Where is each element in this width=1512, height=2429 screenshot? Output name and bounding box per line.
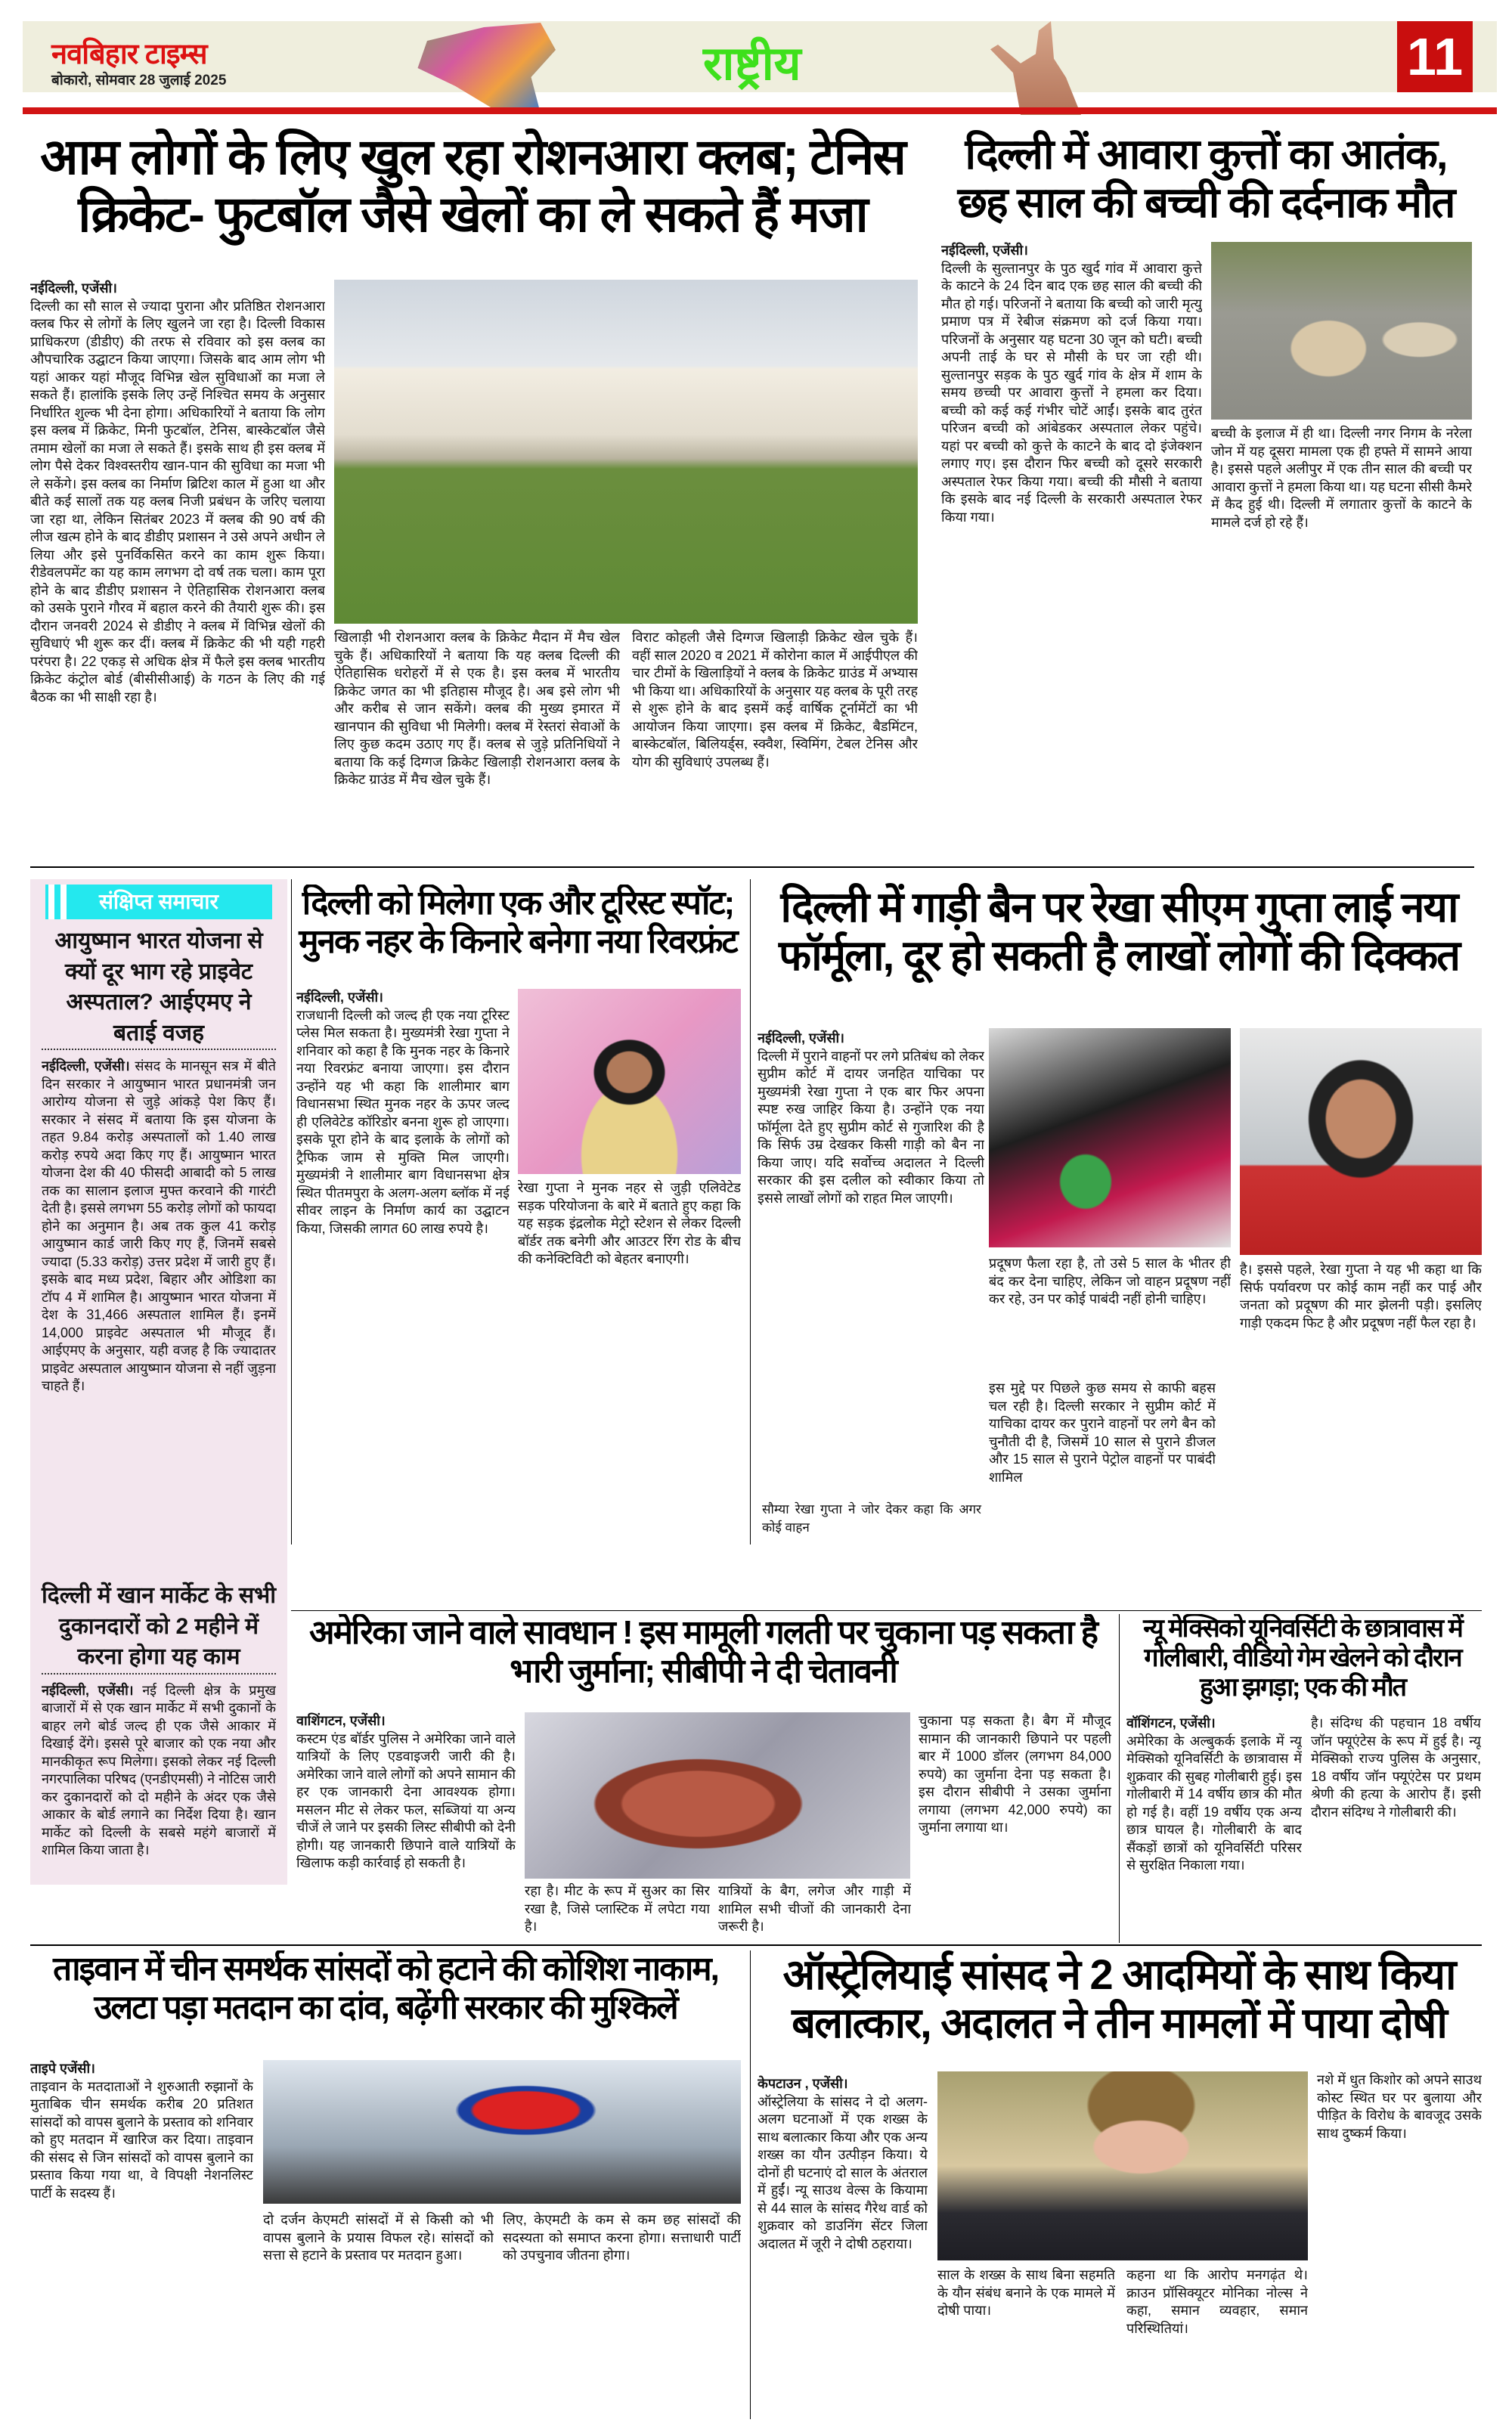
column-divider bbox=[750, 1950, 751, 2419]
article-text: ताइवान के मतदाताओं ने शुरुआती रुझानों के मुताबिक चीन समर्थक करीब 20 प्रतिशत सांसदों को वापस बुलाने के प्रस्ताव को शनिवार को हुए मतदान में खारिज कर दिया। ताइवान की संसद से जिन सांसदों को वापस बुलाने का प्रस्ताव किया गया था, वे विपक्षी नेशनलिस्ट पार्टी के सदस्य हैं। bbox=[30, 2078, 253, 2201]
article-text: संसद के मानसून सत्र में बीते दिन सरकार ने आयुष्मान भारत प्रधानमंत्री जन आरोग्य योजना से जुड़े आंकड़े पेश किए हैं। सरकार ने संसद में बताया कि इस योजना के तहत 9.84 करोड़ अस्पतालों को 1.40 लाख करोड़ रुपये अदा किए गए हैं। आयुष्मान भारत योजना देश की 40 फीसदी आबादी को 5 लाख तक का सालान इलाज मुफ्त करवाने की गारंटी देती है। इससे लगभग 55 करोड़ लोगों को फायदा होने का अनुमान है। अब तक कुल 41 करोड़ आयुष्मान कार्ड जारी किए गए हैं, जिनमें सबसे ज्यादा (5.33 करोड़) उत्तर प्रदेश में जारी हुए हैं। इसके बाद मध्य प्रदेश, बिहार और ओडिशा का टॉप 4 में शामिल है। आयुष्मान भारत योजना में देश के 31,466 अस्पताल शामिल हैं। इनमें 14,000 प्राइवेट अस्पताल भी मौजूद हैं। आईएमए के अनुसार, यही वजह है कि ज्यादातर प्राइवेट अस्पताल आयुष्मान योजना से नहीं जुड़ना चाहते हैं। bbox=[42, 1058, 276, 1393]
article-text: अमेरिका के अल्बुकर्क इलाके में न्यू मेक्सिको यूनिवर्सिटी के छात्रावास में शुक्रवार की सुबह गोलीबारी हुई। इस गोलीबारी में 14 वर्षीय छात्र की मौत हो गई है। वहीं 19 वर्षीय एक अन्य छात्र घायल है। गोलीबारी के बाद सैंकड़ों छात्रों को यूनिवर्सिटी परिसर से सुरक्षित निकाला गया। bbox=[1126, 1733, 1302, 1873]
article-text: नई दिल्ली क्षेत्र के प्रमुख बाजारों में से एक खान मार्केट में सभी दुकानों के बाहर लगे बोर्ड जल्द ही एक जैसे आकार में दिखाई देंगे। इससे पूरे बाजार को एक नया और मानकीकृत रूप मिलेगा। इसको लेकर नई दिल्ली नगरपालिका परिषद (एनडीएमसी) ने नोटिस जारी कर दुकानदारों को दो महीने के अंदर एक जैसे आकार के बोर्ड लगाने का निर्देश दिया है। खान मार्केट को दिल्ली के सबसे महंगे बाजारों में शामिल किया जाता है। bbox=[42, 1682, 276, 1857]
fuel-nozzle-photo bbox=[989, 1028, 1231, 1247]
article-text: है। संदिग्ध की पहचान 18 वर्षीय जॉन फ्यूएंटेस के रूप में हुई है। न्यू मेक्सिको राज्य पुलिस के अनुसार, 18 वर्षीय जॉन फ्यूएंटेस पर प्रथम श्रेणी की हत्या के आरोप हैं। इसी दौरान संदिग्ध ने गोलीबारी की। bbox=[1311, 1715, 1481, 1820]
headline-khan-market: दिल्ली में खान मार्केट के सभी दुकानदारों को 2 महीने में करना होगा यह काम bbox=[42, 1581, 276, 1675]
column-divider bbox=[1119, 1614, 1120, 1943]
section-title: राष्ट्रीय bbox=[703, 38, 801, 90]
dateline: वॉशिंगटन, एजेंसी। bbox=[1126, 1715, 1216, 1730]
section-divider bbox=[30, 1944, 1482, 1946]
dateline: नईदिल्ली, एजेंसी। bbox=[758, 1030, 844, 1046]
news-brief-header: संक्षिप्त समाचार bbox=[45, 885, 272, 919]
section-divider bbox=[30, 866, 1474, 868]
article-text: चुकाना पड़ सकता है। बैग में मौजूद सामान की जानकारी छिपाने पर पहली बार में 1000 डॉलर (लगभग 84,000 रुपये) का जुर्माना देना पड़ सकता है। इस दौरान सीबीपी ने उसका जुर्माना लगाया (लगभग 42,000 रुपये) का जुर्माना लगाया था। bbox=[919, 1713, 1111, 1835]
headline-vehicle-ban: दिल्ली में गाड़ी बैन पर रेखा सीएम गुप्ता लाई नया फॉर्मूला, दूर हो सकती है लाखों लोगों की दिक्कत bbox=[778, 883, 1460, 980]
article-text: इस मुद्दे पर पिछले कुछ समय से काफी बहस चल रही है। दिल्ली सरकार ने सुप्रीम कोर्ट में याचिका दायर कर पुराने वाहनों पर लगे बैन को चुनौती दी है, जिसमें 10 साल से पुराने डीजल और 15 साल से पुराने पेट्रोल वाहनों पर पाबंदी शामिल bbox=[989, 1380, 1216, 1485]
article-text: राजधानी दिल्ली को जल्द ही एक नया टूरिस्ट प्लेस मिल सकता है। मुख्यमंत्री रेखा गुप्ता ने शनिवार को कहा है कि मुनक नहर के किनारे नया रिवरफ्रंट बनाया जाएगा। इस दौरान उन्होंने यह भी कहा कि शालीमार बाग विधानसभा स्थित मुनक नहर के ऊपर जल्द ही एलिवेटेड कॉरिडोर बनना शुरू हो जाएगा। इसके पूरा होने के बाद इलाके के लोगों को ट्रैफिक जाम से मुक्ति मिल जाएगी। मुख्यमंत्री ने शालीमार बाग विधानसभा क्षेत्र स्थित पीतमपुरा के अलग-अलग ब्लॉक में नई सीवर लाइन के निर्माण कार्य का उद्घाटन किया, जिसकी लागत 60 लाख रुपये है। bbox=[296, 1007, 510, 1236]
headline-riverfront: दिल्ली को मिलेगा एक और टूरिस्ट स्पॉट; मुनक नहर के किनारे बनेगा नया रिवरफ्रंट bbox=[299, 885, 737, 960]
news-brief-list bbox=[42, 926, 276, 1879]
article-text: दिल्ली में पुराने वाहनों पर लगे प्रतिबंध को लेकर सुप्रीम कोर्ट में दायर जनहित याचिका पर मुख्यमंत्री रेखा गुप्ता ने एक बार फिर अपना स्पष्ट रुख जाहिर किया है। उन्होंने एक नया फॉर्मूला देते हुए सुप्रीम कोर्ट से गुजारिश की है कि सिर्फ उम्र देखकर किसी गाड़ी को बैन ना किया जाए। यदि सर्वोच्च अदालत ने दिल्ली सरकार की इस दलील को स्वीकार किया तो इससे लाखों लोगों को राहत मिल जाएगी। bbox=[758, 1048, 984, 1206]
column-divider bbox=[291, 879, 292, 1544]
article-text: है। इससे पहले, रेखा गुप्ता ने यह भी कहा था कि सिर्फ पर्यावरण पर कोई काम नहीं कर पाई और जनता को प्रदूषण की मार झेलनी पड़ी। इसलिए गाड़ी एकदम फिट है और प्रदूषण नहीं फैल रहा है। bbox=[1240, 1262, 1482, 1331]
headline-cbp-warning: अमेरिका जाने वाले सावधान ! इस मामूली गलती पर चुकाना पड़ सकता है भारी जुर्माना; सीबीपी ने दी चेतावनी bbox=[308, 1614, 1097, 1690]
article-body-america bbox=[296, 1712, 516, 1939]
article-text: कहना था कि आरोप मनगढ़ंत थे। क्राउन प्रॉसिक्यूटर मोनिका नोल्स ने कहा, समान व्यवहार, समान परिस्थितियां। bbox=[1126, 2267, 1308, 2336]
dateline: नईदिल्ली, एजेंसी। bbox=[941, 243, 1028, 258]
article-text: लिए, केएमटी के कम से कम छह सांसदों की सदस्यता को समाप्त करना होगा। सत्ताधारी पार्टी को उपचुनाव जीतना होगा। bbox=[503, 2212, 741, 2263]
article-text: कस्टम एंड बॉर्डर पुलिस ने अमेरिका जाने वाले यात्रियों के लिए एडवाइजरी जारी की है। अमेरिका जाने वाले लोगों को अपने सामान की हर एक जानकारी देना आवश्यक होगा। मसलन मीट से लेकर फल, सब्जियां या अन्य चीजें ले जाने पर इसकी लिस्ट सीबीपी को देनी होगी। यह जानकारी छिपाने वाले यात्रियों के खिलाफ कड़ी कार्रवाई हो सकती है। bbox=[296, 1730, 516, 1870]
article-text: बच्ची के इलाज में ही था। दिल्ली नगर निगम के नरेला जोन में यह दूसरा मामला एक ही हफ्ते में सामने आया है। इससे पहले अलीपुर में एक तीन साल की बच्ची पर आवारा कुत्तों ने हमला किया था। यह घटना सीसी कैमरे में कैद हुई थी। दिल्ली में लगातार कुत्तों के काटने के मामले दर्ज हो रहे हैं। bbox=[1211, 426, 1472, 530]
article-body-new-mexico bbox=[1126, 1715, 1302, 1940]
article-text: खिलाड़ी भी रोशनआरा क्लब के क्रिकेट मैदान में मैच खेल चुके हैं। अधिकारियों ने बताया कि यह क्लब दिल्ली की ऐतिहासिक धरोहरों में से एक है। इस क्लब में भारतीय क्रिकेट जगत का भी इतिहास मौजूद है। अब इसे लोग भी और करीब से जान सकेंगे। क्लब की मुख्य इमारत में खानपान की सुविधा भी मिलेगी। क्लब में रेस्तरां सेवाओं के लिए कुछ कदम उठाए गए हैं। क्लब से जुड़े प्रतिनिधियों ने बताया कि कई दिग्गज क्रिकेट खिलाड़ी रोशनआरा क्लब के क्रिकेट ग्राउंड में मैच खेल चुके हैं। bbox=[334, 630, 620, 787]
column-divider bbox=[750, 879, 751, 1544]
page-number: 11 bbox=[1397, 21, 1473, 92]
article-body-dogs bbox=[941, 242, 1202, 862]
photo-caption: सौम्या रेखा गुप्ता ने जोर देकर कहा कि अगर कोई वाहन bbox=[762, 1502, 981, 1535]
roshanara-club-building-photo bbox=[334, 280, 918, 624]
article-text: विराट कोहली जैसे दिग्गज खिलाड़ी क्रिकेट खेल चुके हैं। वहीं साल 2020 व 2021 में कोरोना काल में आईपीएल की चार टीमों के खिलाड़ियों ने क्लब के क्रिकेट ग्राउंड में अभ्यास भी किया था। अधिकारियों के अनुसार यह क्लब के पूरी तरह से शुरू होने के बाद इसमें कई वार्षिक टूर्नामेंटों का भी आयोजन किया जाएगा। इस क्लब में क्रिकेट, बैडमिंटन, बास्केटबॉल, बिलियर्ड्स, स्क्वैश, स्विमिंग, टेबल टेनिस और योग की सुविधाएं उपलब्ध हैं। bbox=[632, 630, 918, 770]
headline-stray-dogs: दिल्ली में आवारा कुत्तों का आतंक, छह साल की बच्ची की दर्दनाक मौत bbox=[957, 130, 1455, 227]
article-text: रहा है। मीट के रूप में सुअर का सिर रखा है, जिसे प्लास्टिक में लपेटा गया है। bbox=[525, 1883, 710, 1934]
article-text: रेखा गुप्ता ने मुनक नहर से जुड़ी एलिवेटेड सड़क परियोजना के बारे में बताते हुए कहा कि यह सड़क इंद्रलोक मेट्रो स्टेशन से लेकर दिल्ली बॉर्डर तक बनेगी और आउटर रिंग रोड के बीच की कनेक्टिविटी को बेहतर बनाएगी। bbox=[518, 1180, 741, 1266]
headline-roshanara-club: आम लोगों के लिए खुल रहा रोशनआरा क्लब; टेनिस क्रिकेट- फुटबॉल जैसे खेलों का ले सकते हैं मजा bbox=[40, 129, 905, 242]
stray-dogs-photo bbox=[1211, 242, 1472, 420]
dateline: केपटाउन , एजेंसी। bbox=[758, 2076, 848, 2091]
article-text: दो दर्जन केएमटी सांसदों में से किसी को भी वापस बुलाने के प्रयास विफल रहे। सांसदों को सत्ता से हटाने के प्रस्ताव पर मतदान हुआ। bbox=[263, 2212, 494, 2263]
issue-date: बोकारो, सोमवार 28 जुलाई 2025 bbox=[51, 73, 227, 88]
article-body-vehicle-ban bbox=[758, 1030, 984, 1492]
cm-portrait-photo bbox=[1240, 1028, 1482, 1255]
article-text: नशे में धुत किशोर को अपने साउथ कोस्ट स्थित घर पर बुलाया और पीड़ित के विरोध के बावजूद उसके साथ दुष्कर्म किया। bbox=[1317, 2072, 1482, 2141]
headline-new-mexico-shooting: न्यू मेक्सिको यूनिवर्सिटी के छात्रावास में गोलीबारी, वीडियो गेम खेलने को दौरान हुआ झगड़ा; एक की मौत bbox=[1143, 1614, 1462, 1702]
australian-mp-photo bbox=[937, 2071, 1308, 2260]
article-text: साल के शख्स के साथ बिना सहमति के यौन संबंध बनाने के एक मामले में दोषी पाया। bbox=[937, 2267, 1115, 2318]
header-stripes-icon bbox=[48, 885, 86, 919]
dateline: ताइपे एजेंसी। bbox=[30, 2061, 95, 2076]
headline-australia-mp: ऑस्ट्रेलियाई सांसद ने 2 आदमियों के साथ किया बलात्कार, अदालत ने तीन मामलों में पाया दोषी bbox=[782, 1950, 1455, 2047]
dateline: नईदिल्ली, एजेंसी। bbox=[42, 1682, 134, 1698]
article-text: ऑस्ट्रेलिया के सांसद ने दो अलग-अलग घटनाओं में एक शख्स के साथ बलात्कार किया और एक अन्य शख्स का यौन उत्पीड़न किया। ये दोनों ही घटनाएं दो साल के अंतराल में हुईं। न्यू साउथ वेल्स के कियामा से 44 साल के सांसद गैरेथ वार्ड को शुक्रवार को डाउनिंग सेंटर जिला अदालत में जूरी ने दोषी ठहराया। bbox=[758, 2093, 928, 2251]
headline-taiwan-recall: ताइवान में चीन समर्थक सांसदों को हटाने की कोशिश नाकाम, उलटा पड़ा मतदान का दांव, बढ़ेंगी सरकार की मुश्किलें bbox=[53, 1950, 718, 2026]
article-body-riverfront bbox=[296, 989, 510, 1605]
masthead-divider bbox=[23, 107, 1497, 114]
article-body-australia bbox=[758, 2075, 928, 2415]
article-text: यात्रियों के बैग, लगेज और गाड़ी में शामिल सभी चीजों की जानकारी देना जरूरी है। bbox=[718, 1883, 911, 1934]
article-text: दिल्ली का सौ साल से ज्यादा पुराना और प्रतिष्ठित रोशनआरा क्लब फिर से लोगों के लिए खुलने जा रहा है। दिल्ली विकास प्राधिकरण (डीडीए) की तरफ से रविवार को इस क्लब का औपचारिक उद्घाटन किया जाएगा। जिसके बाद आम लोग भी यहां आकर यहां मौजूद विभिन्न खेल सुविधाओं का मजा ले सकते हैं। हालांकि इसके लिए उन्हें निश्चित समय के अनुसार निर्धारित शुल्क भी देना होगा। अधिकारियों ने बताया कि लोग इस क्लब में क्रिकेट, मिनी फुटबॉल, टेनिस, बास्केटबॉल जैसे तमाम खेलों का मजा ले सकते हैं। इसके साथ ही इस क्लब में लोग पैसे देकर विश्वस्तरीय खान-पान की सुविधा का मजा भी ले सकेंगे। इस क्लब का निर्माण ब्रिटिश काल में हुआ था और बीते कई सालों तक यह क्लब निजी प्रबंधन के जरिए चलाया जा रहा था, लेकिन सितंबर 2023 में क्लब की 90 वर्ष की लीज खत्म होने के बाद डीडीए प्रशासन ने उसे अपने अधीन ले लिया और इसे पुनर्विकसित करने का काम शुरू किया। रीडेवलपमेंट का यह काम लगभग दो वर्ष तक चला। काम पूरा होने के बाद डीडीए प्रशासन ने ऐतिहासिक रोशनआरा क्लब को उसके पुराने गौरव में बहाल करने की तैयारी शुरू की। इस दौरान जनवरी 2024 से डीडीए ने क्लब में विभिन्न खेलों की सुविधाएं भी शुरू कर दीं। क्लब में क्रिकेट की भी यही गहरी परंपरा है। 22 एकड़ से अधिक क्षेत्र में फैले इस क्लब भारतीय क्रिकेट कंट्रोल बोर्ड (बीसीसीआई) के गठन के लिए की गई बैठक का भी साक्षी रहा है। bbox=[30, 298, 325, 705]
taiwan-flag-rally-photo bbox=[263, 2060, 741, 2204]
cm-rekha-gupta-photo bbox=[518, 989, 741, 1174]
dateline: नईदिल्ली, एजेंसी। bbox=[30, 280, 117, 296]
dateline: वाशिंगटन, एजेंसी। bbox=[296, 1713, 386, 1728]
brief-body-khan-market bbox=[42, 1682, 276, 1879]
newspaper-logo: नवबिहार टाइम्स bbox=[51, 39, 207, 70]
article-text: प्रदूषण फैला रहा है, तो उसे 5 साल के भीतर ही बंद कर देना चाहिए, लेकिन जो वाहन प्रदूषण नहीं कर रहे, उन पर कोई पाबंदी नहीं होनी चाहिए। bbox=[989, 1256, 1231, 1306]
brief-body-ayushman bbox=[42, 1058, 276, 1572]
headline-ayushman: आयुष्मान भारत योजना से क्यों दूर भाग रहे प्राइवेट अस्पताल? आईएमए ने बताई वजह bbox=[42, 926, 276, 1050]
article-body-taiwan bbox=[30, 2060, 253, 2415]
article-body-roshanara bbox=[30, 280, 325, 862]
article-text: दिल्ली के सुल्तानपुर के पुठ खुर्द गांव में आवारा कुत्ते के काटने के 24 दिन बाद एक छह साल की बच्ची की मौत हो गई। परिजनों ने बताया कि बच्ची को जारी मृत्यु प्रमाण पत्र में रेबीज संक्रमण को दर्ज किया गया। परिजनों के अनुसार यह घटना 30 जून को घटी। बच्ची अपनी ताई के घर से मौसी के घर जा रही थी। सुल्तानपुर सड़क के पुठ खुर्द गांव के क्षेत्र में शाम के समय छच्ची पर आवारा कुत्तों ने हमला कर दिया। बच्ची को कई कई गंभीर चोटें आईं। इसके बाद तुरंत परिजन बच्ची को आंबेडकर अस्पताल लेकर पहुंचे। यहां पर बच्ची को कुत्ते के काटने के बाद दो इंजेक्शन लगाए गए। इस दौरान फिर बच्ची को दूसरे सरकारी अस्पताल रेफर किया गया। बच्ची की मौसी ने बताया कि इसके बाद नई दिल्ली के सरकारी अस्पताल रेफर किया गया। bbox=[941, 260, 1202, 525]
pig-head-in-plastic-photo bbox=[525, 1712, 910, 1879]
section-divider bbox=[291, 1610, 1482, 1611]
dateline: नईदिल्ली, एजेंसी। bbox=[42, 1058, 130, 1074]
dateline: नईदिल्ली, एजेंसी। bbox=[296, 990, 383, 1005]
